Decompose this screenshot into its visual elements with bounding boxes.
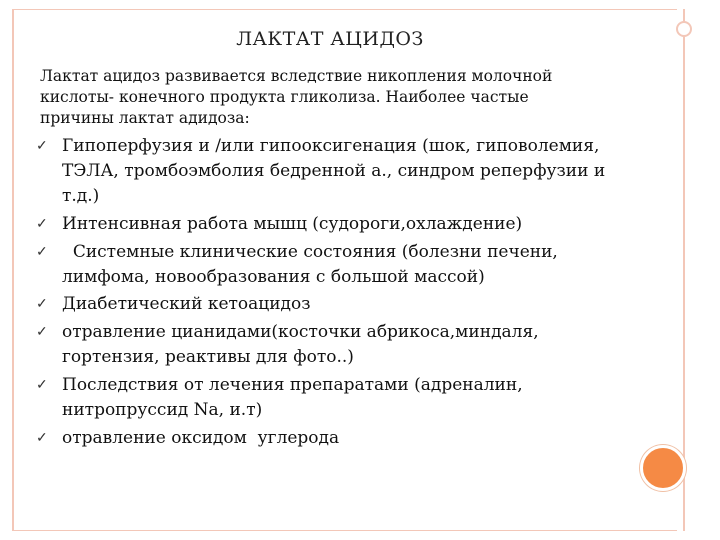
checkmark-icon: ✓: [36, 138, 48, 154]
decorative-orange-dot: [640, 445, 686, 491]
list-item: [36, 212, 636, 237]
checkmark-icon: ✓: [36, 377, 48, 393]
list-item: [36, 292, 636, 317]
list-item: [36, 240, 636, 290]
list-item-text: Диабетический кетоацидоз: [62, 294, 311, 314]
list-item-text: Последствия от лечения препаратами (адреналин, нитропруссид Na, и.т): [62, 375, 523, 420]
decorative-ring: [676, 21, 692, 37]
checkmark-icon: ✓: [36, 216, 48, 232]
list-item-text: Системные клинические состояния (болезни печени, лимфома, новообразования с большой массой): [62, 242, 564, 287]
list-item: [36, 373, 636, 423]
checkmark-icon: ✓: [36, 244, 48, 260]
checkmark-icon: ✓: [36, 430, 48, 446]
slide-right-rule: [683, 9, 685, 531]
causes-list: [36, 134, 636, 454]
slide-title: ЛАКТАТ АЦИДОЗ: [236, 28, 424, 50]
list-item: [36, 320, 636, 370]
intro-paragraph: Лактат ацидоз развивается вследствие никопления молочной кислоты- конечного продукта гликолиза. Наиболее частые причины лактат адидоза:: [40, 67, 553, 127]
list-item: [36, 426, 636, 451]
list-item: [36, 134, 636, 209]
list-item-text: Интенсивная работа мышц (судороги,охлаждение): [62, 214, 523, 234]
checkmark-icon: ✓: [36, 324, 48, 340]
list-item-text: отравление оксидом углерода: [62, 428, 340, 448]
list-item-text: Гипоперфузия и /или гипооксигенация (шок, гиповолемия, ТЭЛА, тромбоэмболия бедренной а., синдром реперфузии и т.д.): [62, 136, 606, 206]
list-item-text: отравление цианидами(косточки абрикоса,миндаля, гортензия, реактивы для фото..): [62, 322, 539, 367]
checkmark-icon: ✓: [36, 296, 48, 312]
